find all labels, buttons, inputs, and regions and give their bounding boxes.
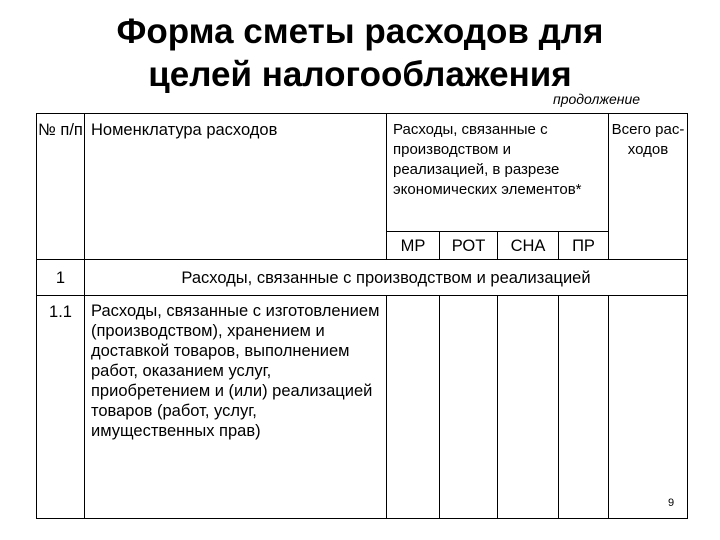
header-element-sna: СНА (498, 232, 559, 260)
row-number: 1.1 (37, 296, 85, 519)
header-nomenclature: Номенклатура расходов (85, 114, 387, 260)
cell-rot (440, 296, 498, 519)
title-line-1: Форма сметы расходов для (116, 12, 604, 51)
table-header-row (37, 114, 688, 232)
header-element-rot: РОТ (440, 232, 498, 260)
section-number: 1 (37, 260, 85, 296)
header-total: Всего рас-ходов (609, 114, 688, 260)
title-line-2: целей налогооблажения (148, 55, 572, 94)
section-row (37, 260, 688, 296)
header-production-costs: Расходы, связанные с производством и реализацией, в разрезе экономических элементов* (387, 114, 609, 232)
section-label: Расходы, связанные с производством и реализацией (85, 260, 688, 296)
header-number: № п/п (37, 114, 85, 260)
continuation-note: продолжение (553, 91, 641, 107)
cell-total (609, 296, 688, 519)
table-row (37, 296, 688, 519)
expense-estimate-table (36, 113, 688, 519)
cell-pr (559, 296, 609, 519)
cell-mr (387, 296, 440, 519)
header-element-mr: МР (387, 232, 440, 260)
page-title (60, 10, 660, 96)
header-element-pr: ПР (559, 232, 609, 260)
cell-sna (498, 296, 559, 519)
row-text: Расходы, связанные с изготовлением (производством), хранением и доставкой товаров, выполнением работ, оказанием услуг, приобретением и (или) реализацией товаров (работ, услуг, имущественных прав) (85, 296, 387, 519)
page-number: 9 (668, 497, 675, 509)
